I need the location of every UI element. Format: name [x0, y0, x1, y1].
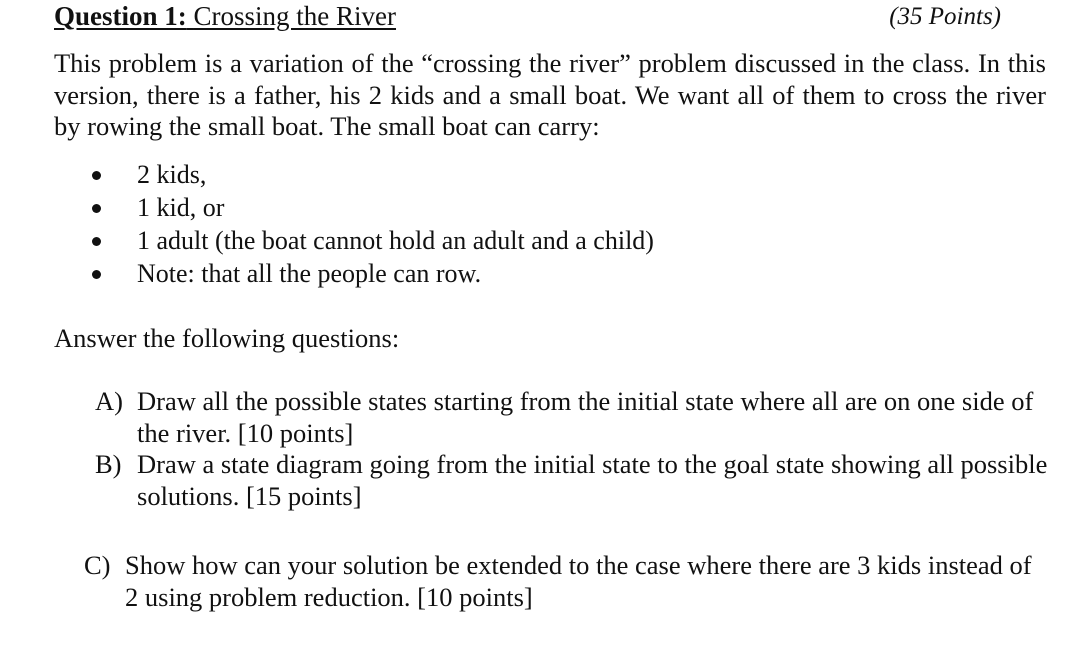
bullet-icon	[92, 204, 101, 213]
question-number: Question 1:	[54, 1, 187, 31]
bullet-icon	[92, 270, 101, 279]
intro-paragraph: This problem is a variation of the “crossing the river” problem discussed in the class. In this version, there is a father, his 2 kids and a small boat. We want all of them to cross the river by rowing the small boat. The small boat can carry:	[54, 48, 1046, 141]
question-item-text: Show how can your solution be extended to the case where there are 3 kids instead of 2 using problem reduction. [10 points]	[125, 550, 1032, 612]
list-item-text: 1 adult (the boat cannot hold an adult and a child)	[137, 226, 654, 255]
answer-intro: Answer the following questions:	[54, 323, 400, 353]
question-item-a	[95, 386, 1055, 449]
question-item-label: A)	[95, 386, 123, 416]
question-item-label: C)	[84, 550, 111, 580]
boat-capacity-list	[88, 158, 654, 290]
question-item-label: B)	[95, 449, 122, 479]
list-item-text: Note: that all the people can row.	[137, 259, 482, 288]
list-item	[88, 191, 654, 224]
question-header	[54, 0, 1004, 34]
question-item-c	[84, 550, 1044, 613]
list-item-text: 2 kids,	[137, 160, 207, 189]
bullet-icon	[92, 171, 101, 180]
list-item	[88, 158, 654, 191]
question-item-text: Draw all the possible states starting from the initial state where all are on one side of the river. [10 points]	[137, 386, 1034, 448]
question-heading	[54, 0, 396, 32]
list-item-text: 1 kid, or	[137, 193, 225, 222]
question-title: Crossing the River	[193, 1, 397, 31]
question-item-text: Draw a state diagram going from the initial state to the goal state showing all possible solutions. [15 points]	[137, 449, 1048, 511]
list-item	[88, 257, 654, 290]
bullet-icon	[92, 237, 101, 246]
question-points: (35 Points)	[889, 3, 1001, 30]
question-item-b	[95, 449, 1055, 512]
list-item	[88, 224, 654, 257]
